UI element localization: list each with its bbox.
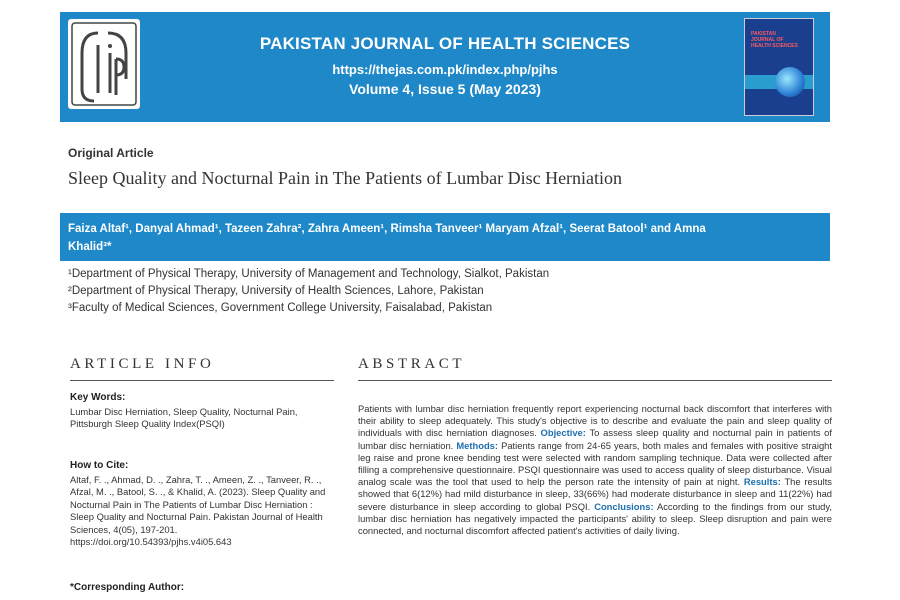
authors-line-1: Faiza Altaf¹, Danyal Ahmad¹, Tazeen Zahra², Zahra Ameen¹, Rimsha Tanveer¹ Maryam Afzal¹, Seerat Batool¹ and Amna	[68, 223, 706, 235]
journal-logo	[68, 19, 140, 109]
journal-cover-image	[744, 18, 814, 116]
article-type: Original Article	[68, 146, 154, 160]
affiliation-2: ²Department of Physical Therapy, University of Health Sciences, Lahore, Pakistan	[68, 285, 484, 297]
conclusions-text: According to the findings from our study, lumbar disc herniation has negatively impacted the participants' ability to sleep. Sleep disruption and pain were connected, and nocturnal discomfort affected patient's activities of daily living.	[358, 500, 832, 537]
objective-text: To assess sleep quality and nocturnal pain in patients of lumbar disc herniation.	[358, 427, 832, 451]
keywords-text: Lumbar Disc Herniation, Sleep Quality, Nocturnal Pain, Pittsburgh Sleep Quality Index(PSQI)	[70, 406, 298, 430]
results-label: Results:	[743, 476, 781, 488]
cover-title-artwork: PAKISTAN JOURNAL OF HEALTH SCIENCES	[751, 31, 798, 49]
objective-label: Objective:	[540, 427, 586, 439]
methods-text: Patients range from 24-65 years, both males and females with positive straight leg raise and prone knee bending test were selected with random sampling technique. Data were collected after filling a comprehensive questionnaire. PSQI questionnaire was used to access quality of sleep disturbance. Visual analog scale was the tool that used to help the person rate the intensity of pain at night.	[358, 439, 832, 488]
article-title: Sleep Quality and Nocturnal Pain in The Patients of Lumbar Disc Herniation	[68, 168, 623, 188]
conclusions-label: Conclusions:	[594, 500, 654, 512]
article-info-heading: ARTICLE INFO	[70, 356, 215, 372]
authors-list	[68, 220, 813, 256]
clip-logo-icon	[68, 19, 140, 109]
article-info-rule	[70, 380, 334, 381]
affiliation-3: ³Faculty of Medical Sciences, Government College University, Faisalabad, Pakistan	[68, 302, 493, 314]
keywords-label: Key Words:	[70, 392, 126, 403]
cover-globe-icon	[775, 67, 805, 97]
journal-url-link[interactable]: https://thejas.com.pk/index.php/pjhs	[332, 62, 558, 77]
abstract-body	[358, 403, 832, 537]
abstract-rule	[358, 380, 832, 381]
affiliation-1: ¹Department of Physical Therapy, University of Management and Technology, Sialkot, Pakistan	[68, 268, 550, 280]
citation-text: Altaf, F. ., Ahmad, D. ., Zahra, T. ., Ameen, Z. ., Tanveer, R. ., Afzal, M. ., Batool, S. ., & Khalid, A. (2023). Sleep Quality and Nocturnal Pain in The Patients of Lumbar Disc Herniation : Sleep Quality and Nocturnal Pain. Pakistan Journal of Health Sciences, 4(05), 197-201. https://doi.org/10.54393/pjhs.v4i05.643	[70, 474, 326, 548]
corresponding-author-label: *Corresponding Author:	[70, 582, 185, 593]
abstract-heading: ABSTRACT	[358, 356, 466, 372]
journal-title: PAKISTAN JOURNAL OF HEALTH SCIENCES	[259, 34, 631, 53]
methods-label: Methods:	[456, 439, 499, 451]
authors-line-2: Khalid³*	[68, 241, 112, 253]
results-text: The results showed that 6(12%) had mild disturbance in sleep, 33(66%) had moderate disturbance in sleep and 11(22%) had severe disturbance in sleep according to global PSQI.	[358, 476, 832, 512]
abstract-intro: Patients with lumbar disc herniation frequently report experiencing nocturnal back discomfort that interferes with their ability to sleep adequately. This study's objective is to describe and evaluate the pain and sleep quality of individuals with disc herniation diagnoses.	[358, 403, 832, 439]
how-to-cite-label: How to Cite:	[70, 460, 129, 471]
journal-volume: Volume 4, Issue 5 (May 2023)	[349, 81, 541, 97]
